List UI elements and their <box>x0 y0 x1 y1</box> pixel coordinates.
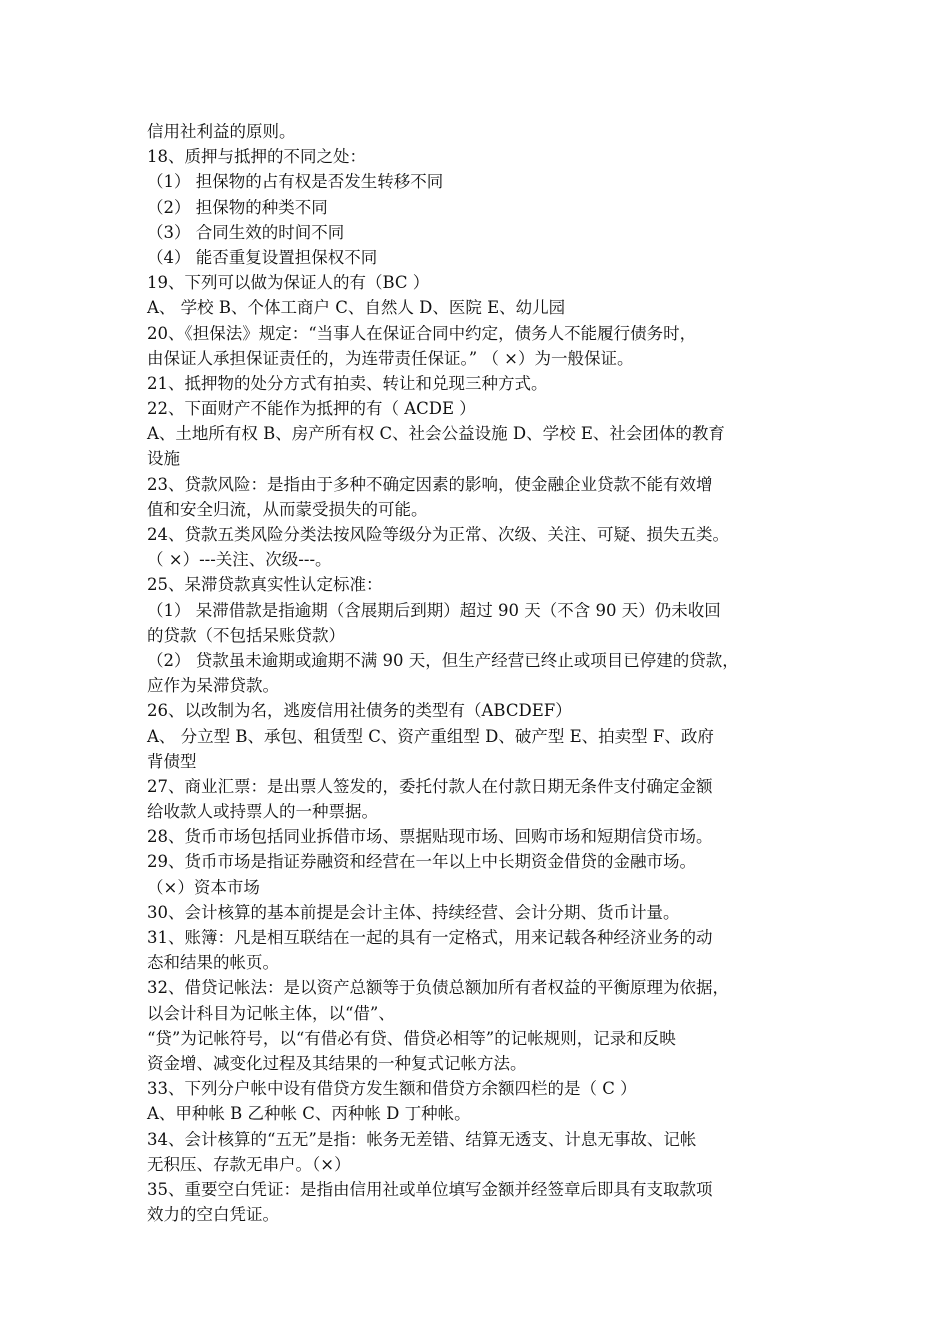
text-line: “贷”为记帐符号，以“有借必有贷、借贷必相等”的记帐规则，记录和反映 <box>147 1028 676 1048</box>
text-line: 值和安全归流，从而蒙受损失的可能。 <box>147 499 428 519</box>
text-line: （×）资本市场 <box>147 877 260 897</box>
text-line: 25、呆滞贷款真实性认定标准： <box>147 575 383 595</box>
text-line: 应作为呆滞贷款。 <box>147 676 279 696</box>
text-line: 32、借贷记帐法：是以资产总额等于负债总额加所有者权益的平衡原理为依据， <box>147 978 729 998</box>
text-line: 27、商业汇票：是出票人签发的，委托付款人在付款日期无条件支付确定金额 <box>147 776 713 796</box>
text-line: A、土地所有权 B、房产所有权 C、社会公益设施 D、学校 E、社会团体的教育 <box>147 424 725 444</box>
text-line: （1） 呆滞借款是指逾期（含展期后到期）超过 90 天（不含 90 天）仍未收回 <box>147 600 721 620</box>
text-line: （2） 贷款虽未逾期或逾期不满 90 天，但生产经营已终止或项目已停建的贷款， <box>147 650 739 670</box>
text-line: （ ×）---关注、次级---。 <box>147 550 332 570</box>
text-line: 19、下列可以做为保证人的有（BC ） <box>147 273 430 293</box>
text-line: 背债型 <box>147 751 197 771</box>
text-line: 28、货币市场包括同业拆借市场、票据贴现市场、回购市场和短期信贷市场。 <box>147 827 713 847</box>
text-line: 信用社利益的原则。 <box>147 122 296 141</box>
text-line: A、甲种帐 B 乙种帐 C、丙种帐 D 丁种帐。 <box>147 1104 471 1124</box>
text-line: 设施 <box>147 449 180 469</box>
text-line: 30、会计核算的基本前提是会计主体、持续经营、会计分期、货币计量。 <box>147 902 680 922</box>
text-line: 33、下列分户帐中设有借贷方发生额和借贷方余额四栏的是（ C ） <box>147 1079 637 1099</box>
text-line: 23、贷款风险：是指由于多种不确定因素的影响，使金融企业贷款不能有效增 <box>147 474 713 494</box>
text-line: 29、货币市场是指证券融资和经营在一年以上中长期资金借贷的金融市场。 <box>147 852 696 872</box>
document-body <box>147 119 817 1227</box>
text-line: 26、以改制为名，逃废信用社债务的类型有（ABCDEF） <box>147 701 572 721</box>
text-line: 20、《担保法》规定：“当事人在保证合同中约定，债务人不能履行债务时， <box>147 323 697 343</box>
text-line: （4） 能否重复设置担保权不同 <box>147 247 378 267</box>
text-line: A、 分立型 B、承包、租赁型 C、资产重组型 D、破产型 E、拍卖型 F、政府 <box>147 726 714 746</box>
text-line: 34、会计核算的“五无”是指：帐务无差错、结算无透支、计息无事故、记帐 <box>147 1129 697 1149</box>
text-line: 35、重要空白凭证：是指由信用社或单位填写金额并经签章后即具有支取款项 <box>147 1179 713 1199</box>
text-line: A、 学校 B、个体工商户 C、自然人 D、医院 E、幼儿园 <box>147 298 566 318</box>
text-line: 的贷款（不包括呆账贷款） <box>147 625 345 645</box>
text-line: 态和结果的帐页。 <box>147 953 279 973</box>
text-line: 给收款人或持票人的一种票据。 <box>147 802 378 822</box>
text-line: 24、贷款五类风险分类法按风险等级分为正常、次级、关注、可疑、损失五类。 <box>147 525 729 544</box>
text-line: 以会计科目为记帐主体，以“借”、 <box>147 1003 395 1023</box>
text-line: 31、账簿：凡是相互联结在一起的具有一定格式，用来记载各种经济业务的动 <box>147 928 713 947</box>
text-line: 由保证人承担保证责任的，为连带责任保证。” （ ×）为一般保证。 <box>147 348 634 368</box>
text-line: （1） 担保物的占有权是否发生转移不同 <box>147 172 444 192</box>
text-line: 无积压、存款无串户。（×） <box>147 1154 351 1174</box>
text-line: （2） 担保物的种类不同 <box>147 197 328 217</box>
text-line: （3） 合同生效的时间不同 <box>147 222 345 242</box>
text-line: 效力的空白凭证。 <box>147 1205 279 1225</box>
text-line: 资金增、减变化过程及其结果的一种复式记帐方法。 <box>147 1053 527 1073</box>
text-line: 18、质押与抵押的不同之处： <box>147 147 366 167</box>
text-line: 22、下面财产不能作为抵押的有（ ACDE ） <box>147 399 476 419</box>
text-line: 21、抵押物的处分方式有拍卖、转让和兑现三种方式。 <box>147 373 548 393</box>
